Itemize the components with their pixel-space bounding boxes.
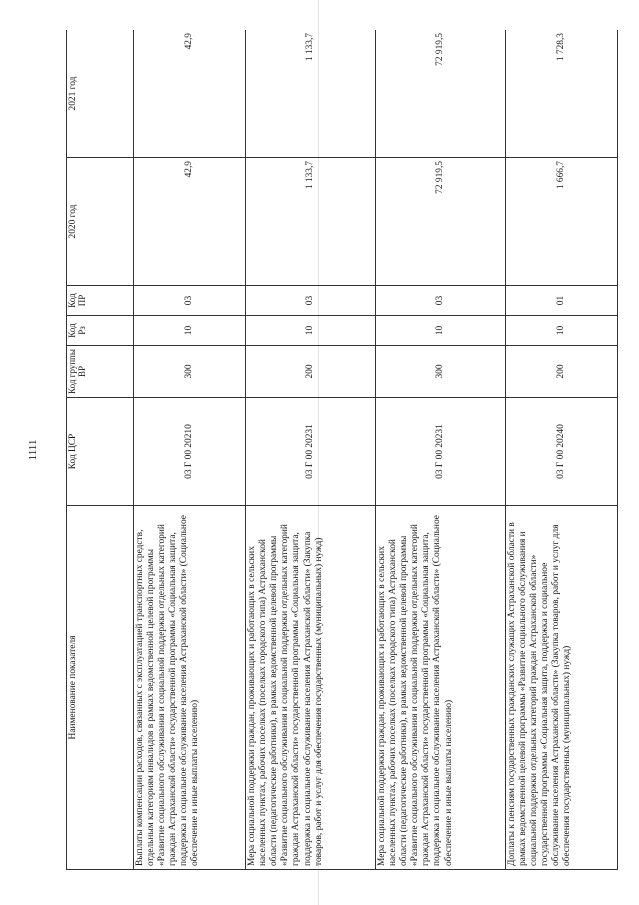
header-vr: Код группы ВР bbox=[67, 346, 134, 398]
row-name: Мера социальной поддержки граждан, проживающих и работающих в сельских населенных пунктах, рабочих поселках (поселках городского типа) Астраханской области (педагогические работники), в рамках ведомственной целевой программы «Развитие социального обслуживания и социальной поддержки отдельных категорий граждан Астраханской области» государственной программы «Социальная защита, поддержка и социальное обслуживание населения Астраханской области» (Закупка товаров, работ и услуг для обеспечения государственных (муниципальных) нужд) bbox=[246, 506, 376, 870]
row-2021: 72 919,5 bbox=[375, 30, 505, 158]
row-name: Мера социальной поддержки граждан, проживающих и работающих в сельских населенных пунктах, рабочих поселках (поселках городского типа) Астраханской области (педагогические работники), в рамках ведомственной целевой программы «Развитие социального обслуживания и социальной поддержки отдельных категорий граждан Астраханской области» государственной программы «Социальная защита, поддержка и социальное обслуживание населения Астраханской области» (Социальное обеспечение и иные выплаты населению) bbox=[375, 506, 505, 870]
table-row bbox=[505, 30, 617, 870]
row-pr: 03 bbox=[246, 286, 376, 316]
header-pr: Код ПР bbox=[67, 286, 134, 316]
row-pr: 01 bbox=[505, 286, 617, 316]
row-rz: 10 bbox=[505, 316, 617, 346]
row-vr: 300 bbox=[375, 346, 505, 398]
row-pr: 03 bbox=[375, 286, 505, 316]
table-header bbox=[67, 30, 134, 870]
rotated-table-wrapper bbox=[66, 30, 618, 870]
table-row bbox=[246, 30, 376, 870]
row-csr: 03 Г 00 20231 bbox=[375, 398, 505, 506]
page-number: 1111 bbox=[27, 439, 39, 461]
header-csr: Код ЦСР bbox=[67, 398, 134, 506]
header-name: Наименование показателя bbox=[67, 506, 134, 870]
row-csr: 03 Г 00 20231 bbox=[246, 398, 376, 506]
row-name: Выплаты компенсации расходов, связанных с эксплуатацией транспортных средств, отдельным категориям инвалидов в рамках ведомственной целевой программы «Развитие социального обслуживания и социальной поддержки отдельных категорий граждан Астраханской области» государственной программы «Социальная защита, поддержка и социальное обслуживание населения Астраханской области» (Социальное обеспечение и иные выплаты населению) bbox=[134, 506, 246, 870]
row-rz: 10 bbox=[375, 316, 505, 346]
row-2021: 1 728,3 bbox=[505, 30, 617, 158]
header-2020: 2020 год bbox=[67, 158, 134, 286]
row-csr: 03 Г 00 20240 bbox=[505, 398, 617, 506]
row-vr: 200 bbox=[246, 346, 376, 398]
row-2020: 1 666,7 bbox=[505, 158, 617, 286]
budget-table bbox=[66, 30, 618, 870]
row-vr: 300 bbox=[134, 346, 246, 398]
row-rz: 10 bbox=[246, 316, 376, 346]
header-rz: Код Рз bbox=[67, 316, 134, 346]
row-2021: 42,9 bbox=[134, 30, 246, 158]
row-name: Доплаты к пенсиям государственных гражданских служащих Астраханской области в рамках ведомственной целевой программы «Развитие социального обслуживания и социальной поддержки отдельных категорий граждан Астраханской области» государственной программы «Социальная защита, поддержка и социальное обслуживание населения Астраханской области» (Закупка товаров, работ и услуг для обеспечения государственных (муниципальных) нужд) bbox=[505, 506, 617, 870]
row-2021: 1 133,7 bbox=[246, 30, 376, 158]
rotated-sheet bbox=[66, 30, 618, 870]
row-rz: 10 bbox=[134, 316, 246, 346]
header-2021: 2021 год bbox=[67, 30, 134, 158]
table-row bbox=[375, 30, 505, 870]
row-2020: 72 919,5 bbox=[375, 158, 505, 286]
row-2020: 1 133,7 bbox=[246, 158, 376, 286]
row-2020: 42,9 bbox=[134, 158, 246, 286]
row-pr: 03 bbox=[134, 286, 246, 316]
row-vr: 200 bbox=[505, 346, 617, 398]
table-row bbox=[134, 30, 246, 870]
row-csr: 03 Г 00 20210 bbox=[134, 398, 246, 506]
